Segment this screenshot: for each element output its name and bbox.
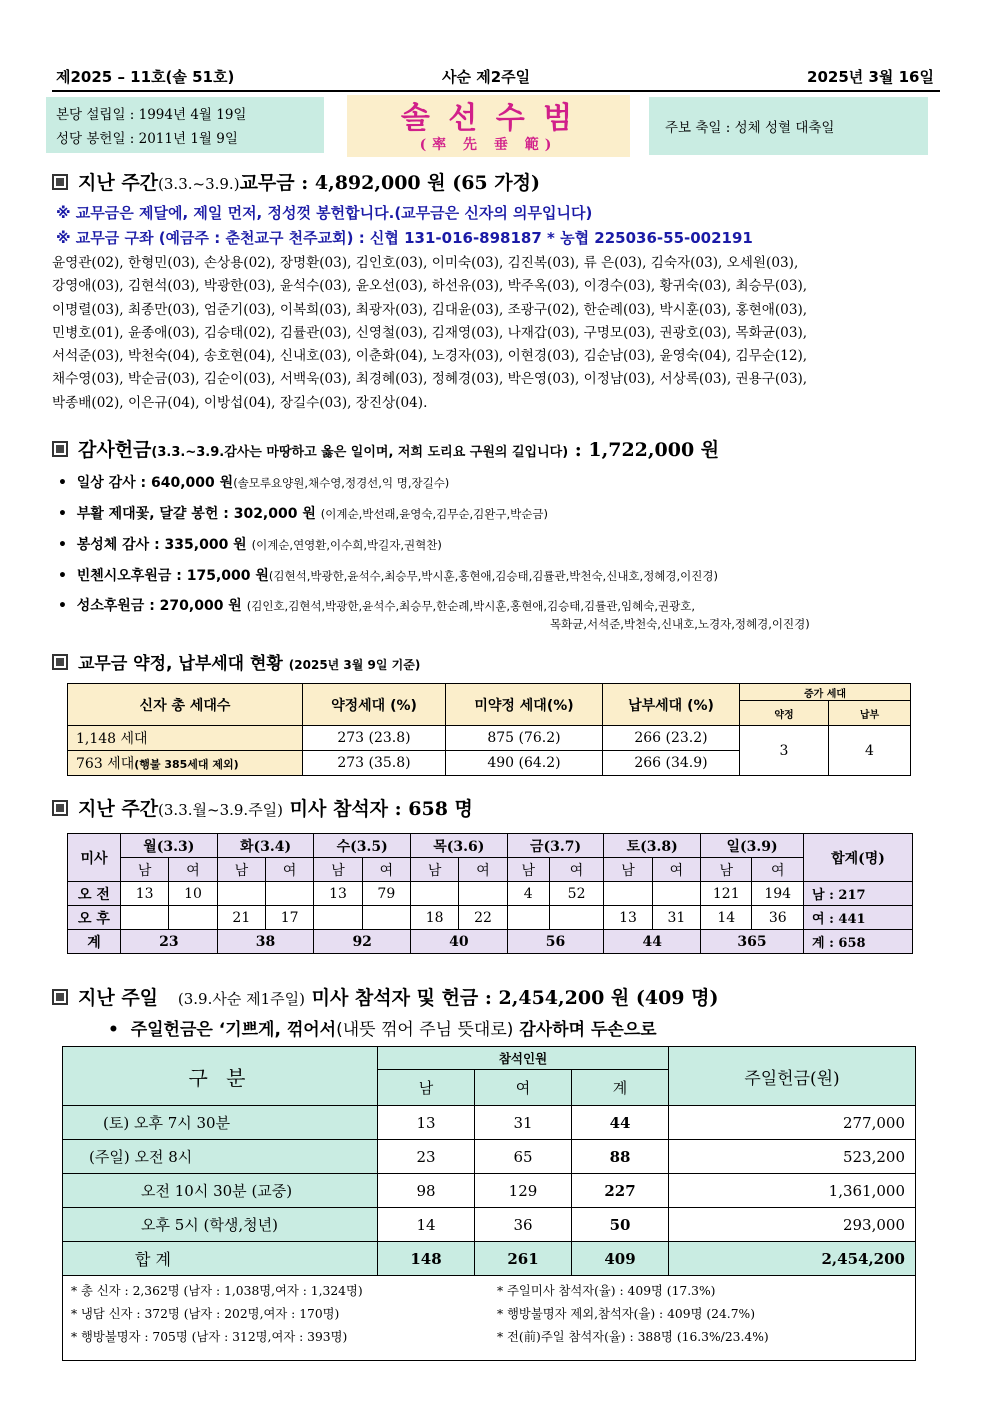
- tithe-section-title: 지난 주간(3.3.~3.9.)교무금 : 4,892,000 원 (65 가정): [52, 168, 540, 195]
- sex-header: 남: [411, 858, 459, 882]
- dedication-date: 성당 봉헌일 : 2011년 1월 9일: [56, 131, 238, 147]
- pledge-table: 신자 총 세대수 약정세대 (%) 미약정 세대(%) 납부세대 (%) 증가 세대 약정 납부 1,148 세대 273 (23.8) 875 (76.2) 266 (23.2) 3 4 763 세대(행불 385세대 제외) 273 (35.8) 490 (64.2) 266 (34.9): [67, 683, 911, 776]
- thanks-item: • 빈첸시오후원금 : 175,000 원(김현석,박광한,윤석수,최승무,박시훈,홍현애,김승태,김률관,박천숙,신내호,정혜경,이진경): [58, 568, 718, 584]
- tithe-names-line: 이명렬(03), 최종만(03), 엄준기(03), 이복희(03), 최광자(03), 김대윤(03), 조광구(02), 한순례(03), 박시훈(03), 홍현애(03),: [52, 301, 808, 318]
- pm-count: 21: [217, 906, 265, 930]
- pm-count: [314, 906, 362, 930]
- am-count: [604, 882, 652, 906]
- pm-count: [507, 906, 549, 930]
- tithe-account: ※ 교무금 구좌 (예금주 : 춘천교구 천주교회) : 신협 131-016-898187 * 농협 225036-55-002191: [56, 229, 753, 247]
- sex-header: 여: [362, 858, 410, 882]
- pm-count: 22: [459, 906, 507, 930]
- feast-box: [649, 97, 928, 155]
- pm-count: 13: [604, 906, 652, 930]
- tithe-names-line: 강영애(03), 김현석(03), 박광한(03), 윤석수(03), 윤오선(03), 하선유(03), 박주옥(03), 이경수(03), 황귀숙(03), 최승무(03),: [52, 278, 808, 295]
- thanks-item: • 일상 감사 : 640,000 원(솔모루요양원,채수영,정경선,익 명,장길수): [58, 475, 450, 491]
- am-count: [459, 882, 507, 906]
- pm-count: [169, 906, 217, 930]
- sex-header: 여: [459, 858, 507, 882]
- parish-info-box: [46, 97, 324, 153]
- section-square-icon: [52, 800, 68, 816]
- mass-section-title: 지난 주간(3.3.월~3.9.주일) 미사 참석자 : 658 명: [52, 794, 473, 821]
- sex-header: 남: [507, 858, 549, 882]
- sunday-total-row: 합 계 148 261 409 2,454,200: [63, 1242, 916, 1276]
- sex-header: 여: [266, 858, 314, 882]
- increase-pledge: 3: [740, 726, 829, 776]
- day-sum: 365: [701, 930, 804, 954]
- motto-box: [347, 95, 630, 157]
- thanks-section-title: 감사헌금(3.3.~3.9.감사는 마땅하고 옳은 일이며, 저희 도리요 구원의 길입니다) : 1,722,000 원: [52, 435, 719, 462]
- am-count: [652, 882, 700, 906]
- am-count: [266, 882, 314, 906]
- pm-count: 31: [652, 906, 700, 930]
- pm-count: [362, 906, 410, 930]
- day-sum: 40: [411, 930, 508, 954]
- pm-count: 18: [411, 906, 459, 930]
- pledge-row: 763 세대(행불 385세대 제외) 273 (35.8) 490 (64.2) 266 (34.9): [68, 751, 911, 776]
- section-square-icon: [52, 654, 68, 670]
- section-square-icon: [52, 174, 68, 190]
- attendance-stats: * 주일미사 참석자(율) : 409명 (17.3%) * 행방불명자 제외,참석자(율) : 409명 (24.7%) * 전(前)주일 참석자(율) : 388명 (16.3%/23.4%): [497, 1284, 769, 1344]
- pledge-section-title: 교무금 약정, 납부세대 현황 (2025년 3월 9일 기준): [52, 649, 420, 674]
- increase-payment: 4: [829, 726, 911, 776]
- sex-header: 여: [652, 858, 700, 882]
- sunday-row: (주일) 오전 8시 23 65 88 523,200: [63, 1140, 916, 1174]
- founding-date: 본당 설립일 : 1994년 4월 19일: [56, 107, 247, 123]
- am-count: 4: [507, 882, 549, 906]
- am-count: 121: [701, 882, 752, 906]
- sunday-section-title: 지난 주일 (3.9.사순 제1주일) 미사 참석자 및 헌금 : 2,454,200 원 (409 명): [52, 983, 718, 1010]
- issue-number: 제2025 – 11호(솔 51호): [56, 68, 235, 86]
- sex-header: 여: [549, 858, 604, 882]
- sex-header: 남: [217, 858, 265, 882]
- am-count: 194: [752, 882, 804, 906]
- am-count: 13: [314, 882, 362, 906]
- thanks-item: • 부활 제대꽃, 달걀 봉헌 : 302,000 원 (이계순,박선래,윤영숙,김무순,김완구,박순금): [58, 506, 548, 522]
- tithe-names-line: 서석준(03), 박천숙(04), 송호현(04), 신내호(03), 이춘화(04), 노경자(03), 이현경(03), 김순남(03), 윤영숙(04), 김무순(12),: [52, 348, 808, 365]
- section-square-icon: [52, 989, 68, 1005]
- tithe-names-line: 윤영관(02), 한형민(03), 손상용(02), 장명환(03), 김인호(03), 이미숙(03), 김진복(03), 류 은(03), 김숙자(03), 오세원(03),: [52, 255, 799, 271]
- day-sum: 38: [217, 930, 314, 954]
- day-sum: 92: [314, 930, 411, 954]
- header-bar: [52, 64, 940, 92]
- day-sum: 23: [121, 930, 218, 954]
- tithe-note: ※ 교무금은 제달에, 제일 먼저, 정성껏 봉헌합니다.(교무금은 신자의 의무입니다): [56, 204, 593, 222]
- pm-count: [121, 906, 169, 930]
- tithe-names-line: 민병호(01), 윤종애(03), 김승태(02), 김률관(03), 신영철(03), 김재영(03), 나재갑(03), 구명모(03), 권광호(03), 목화균(03),: [52, 324, 808, 341]
- sunday-table: 구 분 참석인원 주일헌금(원) 남 여 계 (토) 오후 7시 30분 13 31 44 277,000 (주일) 오전 8시 23 65 88 523,200 오전 10시 30분 (교중) 98 129 227 1,361,000 오후 5시 (학생,청년) 14 36 50 293,000 합 계 148 261 409 2,454,200 * 총 신자 : 2,362명 (남자 : 1,038명,여자 : 1,324명) * 냉담 신자 : 372명 (남자 : 202명,여자 : 170명) * 행방불명자 : 705명 (남자 : 312명,여자 : 393명) * 주일미사 참석자(율) : 409명 (17.3%) * 행방불명자 제외,참석자(율) : 409명 (24.7%) * 전(前)주일 참석자(율) : 388명 (16.3%/23.4%): [62, 1046, 916, 1361]
- pm-count: [549, 906, 604, 930]
- sex-header: 여: [169, 858, 217, 882]
- sunday-row: 오후 5시 (학생,청년) 14 36 50 293,000: [63, 1208, 916, 1242]
- pm-count: 17: [266, 906, 314, 930]
- issue-date: 2025년 3월 16일: [807, 68, 934, 86]
- sex-header: 남: [604, 858, 652, 882]
- tithe-names-line: 박종배(02), 이은규(04), 이방섭(04), 장길수(03), 장진상(04).: [52, 394, 428, 411]
- day-sum: 56: [507, 930, 604, 954]
- day-sum: 44: [604, 930, 701, 954]
- gender-total: 남 : 217: [804, 882, 913, 906]
- mass-attendance-table: 미사 월(3.3) 화(3.4) 수(3.5) 목(3.6) 금(3.7) 토(3.8) 일(3.9) 합계(명) 남 여 남 여 남 여 남 여 남 여 남 여 남 여 오 전 13 10 13 79 4 52 121 194 남 : 217 오 후 21 17 18 22 13 31 14 36 여 : 441 계 23 38 92 40 56 44 365 계 : 658: [67, 833, 913, 954]
- gender-total: 계 : 658: [804, 930, 913, 954]
- am-count: 52: [549, 882, 604, 906]
- tithe-names-line: 채수영(03), 박순금(03), 김순이(03), 서백욱(03), 최경혜(03), 정혜경(03), 박은영(03), 이정남(03), 서상록(03), 권용구(03),: [52, 371, 808, 388]
- thanks-item-continued: 목화균,서석준,박천숙,신내호,노경자,정혜경,이진경): [550, 617, 810, 631]
- am-count: 79: [362, 882, 410, 906]
- gender-total: 여 : 441: [804, 906, 913, 930]
- sex-header: 여: [752, 858, 804, 882]
- motto-title: 솔 선 수 범: [400, 101, 577, 136]
- am-count: [217, 882, 265, 906]
- am-count: [411, 882, 459, 906]
- sex-header: 남: [121, 858, 169, 882]
- sunday-row: (토) 오후 7시 30분 13 31 44 277,000: [63, 1106, 916, 1140]
- parish-stats: * 총 신자 : 2,362명 (남자 : 1,038명,여자 : 1,324명) * 냉담 신자 : 372명 (남자 : 202명,여자 : 170명) * 행방불명자 : 705명 (남자 : 312명,여자 : 393명): [71, 1284, 363, 1344]
- motto-hanja: (率 先 垂 範): [419, 137, 558, 153]
- section-square-icon: [52, 441, 68, 457]
- sex-header: 남: [701, 858, 752, 882]
- sex-header: 남: [314, 858, 362, 882]
- thanks-item: • 성소후원금 : 270,000 원 (김인호,김현석,박광한,윤석수,최승무,한순례,박시훈,홍현애,김승태,김률관,임혜숙,권광호,: [58, 598, 695, 614]
- sunday-offering-bullet: • 주일헌금은 ‘기쁘게, 꺾어서(내뜻 꺾어 주님 뜻대로) 감사하며 두손으로: [108, 1020, 657, 1040]
- pm-count: 36: [752, 906, 804, 930]
- am-count: 10: [169, 882, 217, 906]
- pledge-row: 1,148 세대 273 (23.8) 875 (76.2) 266 (23.2) 3 4: [68, 726, 911, 751]
- pm-count: 14: [701, 906, 752, 930]
- tithe-names: [52, 252, 807, 415]
- am-count: 13: [121, 882, 169, 906]
- thanks-item: • 봉성체 감사 : 335,000 원 (이계순,연영환,이수희,박길자,권혁찬): [58, 537, 442, 553]
- feast-day: 주보 축일 : 성체 성혈 대축일: [665, 120, 835, 136]
- sunday-row: 오전 10시 30분 (교중) 98 129 227 1,361,000: [63, 1174, 916, 1208]
- liturgical-week: 사순 제2주일: [442, 68, 531, 86]
